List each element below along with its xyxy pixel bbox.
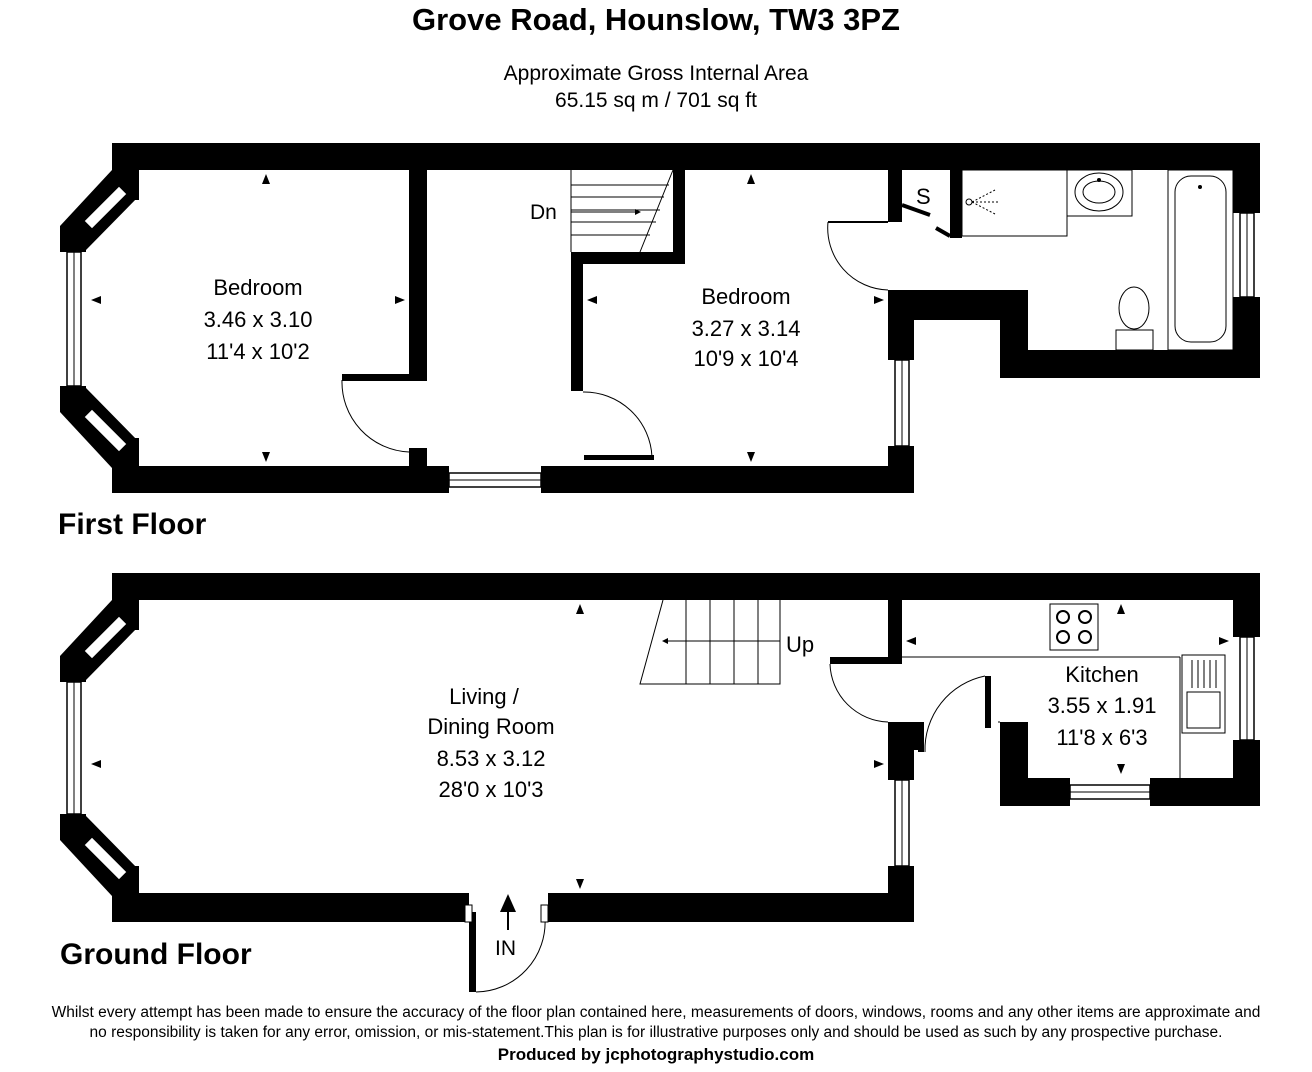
gf-kitchen-imperial: 11'8 x 6'3: [1056, 725, 1148, 750]
area-caption: Approximate Gross Internal Area: [503, 62, 809, 85]
ff-bedroom-door-header: [342, 374, 427, 381]
ff-bottom-wall-left: [112, 466, 449, 493]
gf-kitchen-label: [1048, 662, 1157, 750]
ff-bedroom-right-name: Bedroom: [701, 284, 791, 309]
ff-wall-stub: [409, 448, 427, 468]
ff-east-window: [895, 360, 909, 446]
gf-kitchen-wall-mid: [888, 722, 918, 750]
plan-title: Grove Road, Hounslow, TW3 3PZ: [411, 2, 900, 37]
ff-bedroom-left-name: Bedroom: [213, 275, 303, 300]
disclaimer: [0, 1003, 1312, 1043]
ff-bedroom-left-label: [204, 275, 313, 364]
gf-kitchen-wall-right-a: [1233, 573, 1260, 637]
gf-bottom-wall-right: [548, 893, 914, 922]
ff-bottom-wall-right: [541, 466, 914, 493]
ff-bottom-window: [449, 473, 541, 487]
gf-east-wall-a: [888, 750, 914, 780]
ff-top-wall: [112, 143, 1260, 170]
gf-kitchen-door-leaf: [985, 676, 991, 728]
ff-bedroom1-door-swing: [342, 380, 409, 452]
ground-floor-label: Ground Floor: [60, 938, 252, 971]
ff-partition-wall-1: [409, 170, 427, 380]
gf-entrance-label: IN: [495, 937, 516, 960]
gf-kitchen-wall-right-b: [1233, 740, 1260, 806]
ff-storage-label: S: [916, 184, 931, 209]
gf-kitchen-side-window: [1240, 637, 1254, 740]
gf-kitchen-door-swing: [925, 676, 985, 752]
gf-east-wall-b: [888, 866, 914, 922]
ff-stair-wall: [571, 252, 685, 264]
ff-stairs: [571, 170, 673, 252]
gf-living-label: [427, 684, 554, 802]
ff-bedroom-right-metric: 3.27 x 3.14: [691, 316, 801, 341]
gf-kitchen-metric: 3.55 x 1.91: [1047, 693, 1157, 718]
gf-top-wall: [112, 573, 1260, 600]
gf-living-name-1: Living /: [449, 684, 519, 709]
gf-stairs: [640, 600, 780, 684]
gf-kitchen-wall-bottom-a: [1000, 778, 1070, 806]
gf-bottom-wall-left: [112, 893, 469, 922]
gf-stairs-label: Up: [786, 632, 815, 657]
gf-kitchen-bottom-window: [1070, 785, 1150, 799]
ff-landing-wall: [571, 255, 583, 391]
gf-hob: [1050, 604, 1098, 650]
ff-bath-window: [1240, 213, 1254, 297]
gf-kitchen-wall-top: [888, 600, 902, 663]
disclaimer-line-2: no responsibility is taken for any error, omission, or mis-statement.This plan is for illustrative purposes only and should be used as such by any prospective purchase.: [89, 1024, 1223, 1041]
gf-bay-window: [60, 600, 139, 896]
gf-living-door-swing: [830, 664, 888, 722]
ff-bath-wall-bottom: [1000, 350, 1260, 378]
ff-bath-wall-top: [888, 170, 902, 222]
ff-basin: [1067, 170, 1132, 216]
ff-shower: [962, 170, 1067, 236]
ff-east-wall-a: [888, 290, 914, 360]
ff-bay-window: [60, 170, 139, 468]
ff-bedroom-right-imperial: 10'9 x 10'4: [693, 346, 799, 371]
disclaimer-line-1: Whilst every attempt has been made to ensure the accuracy of the floor plan contained here, measurements of doors, windows, rooms and any other items are approximate and: [51, 1004, 1261, 1021]
ff-bedroom2-door-swing: [583, 392, 652, 457]
ff-bedroom-right-label: [692, 284, 801, 371]
ff-bedroom-left-imperial: 11'4 x 10'2: [206, 339, 310, 364]
gf-sink: [1182, 655, 1225, 733]
ff-bath-wall-right-a: [1233, 143, 1260, 213]
ff-bedroom2-door-leaf: [584, 455, 654, 460]
gf-kitchen-door-header: [830, 657, 902, 664]
ff-wc: [1116, 287, 1153, 350]
gf-east-window: [895, 780, 909, 866]
ff-bedroom-left-metric: 3.46 x 3.10: [203, 307, 313, 332]
ground-floor-plan: [60, 573, 1260, 992]
first-floor-plan: [60, 143, 1260, 493]
first-floor-label: First Floor: [58, 508, 207, 541]
gf-living-metric: 8.53 x 3.12: [436, 746, 546, 771]
gf-living-imperial: 28'0 x 10'3: [438, 777, 544, 802]
producer-credit: Produced by jcphotographystudio.com: [497, 1045, 815, 1064]
gf-living-name-2: Dining Room: [427, 714, 555, 739]
gf-kitchen-name: Kitchen: [1065, 662, 1139, 687]
ff-storage-wall: [950, 170, 962, 238]
ff-stairs-label: Dn: [530, 201, 557, 224]
ff-bath-wall-right-b: [1233, 297, 1260, 378]
ff-stair-wall-2: [673, 170, 685, 264]
ff-east-wall-b: [888, 446, 914, 493]
ff-bath-door-swing: [828, 222, 888, 290]
ff-bathtub: [1168, 170, 1233, 350]
area-value: 65.15 sq m / 701 sq ft: [555, 89, 757, 112]
